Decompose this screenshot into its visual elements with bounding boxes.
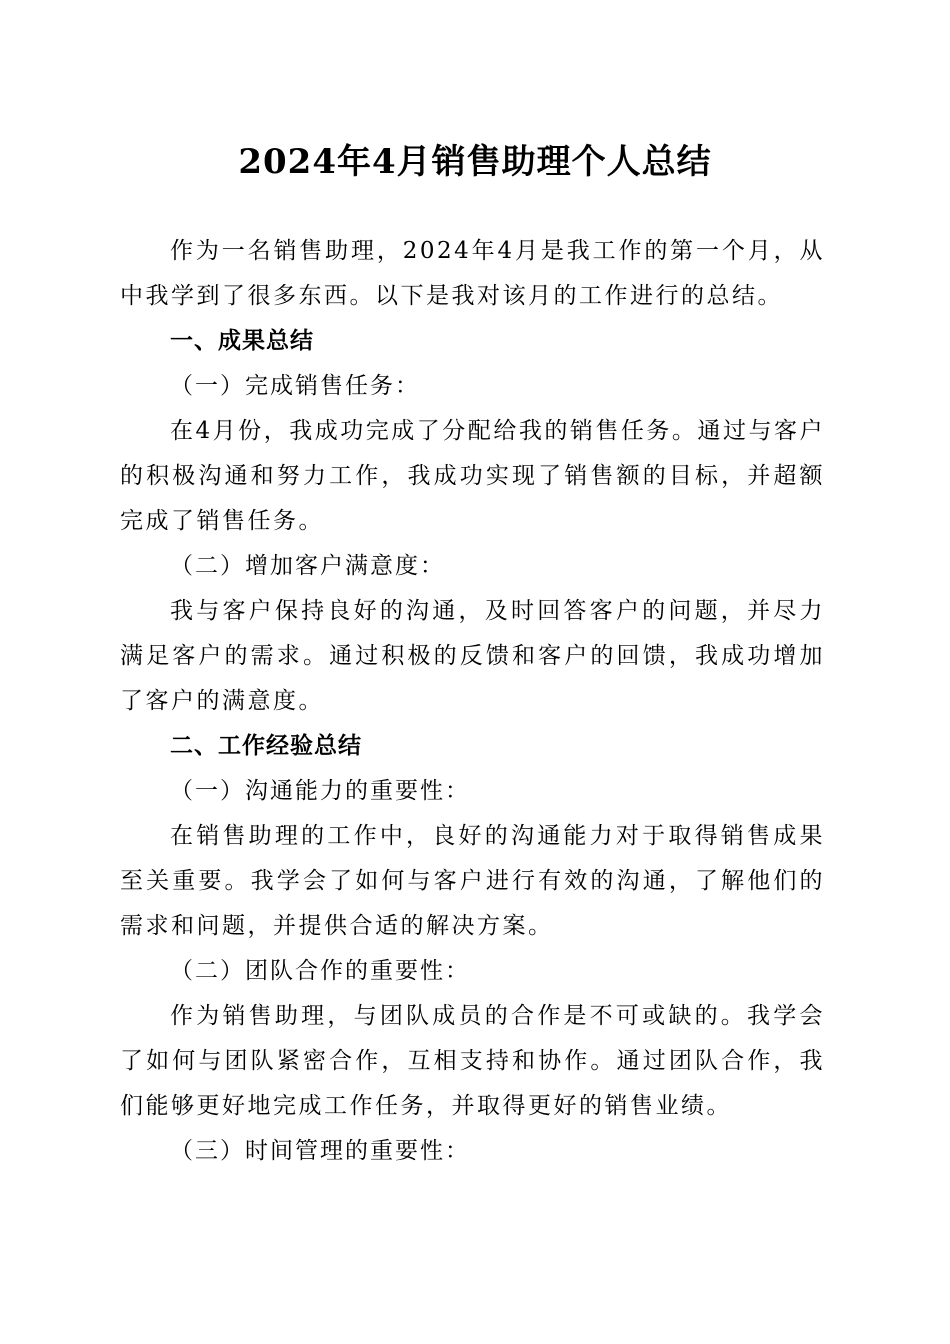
- section-heading: 一、成果总结: [170, 328, 314, 354]
- subsection-heading: （二）增加客户满意度：: [170, 553, 445, 579]
- subsection-paragraph: 在销售助理的工作中，良好的沟通能力对于取得销售成果至关重要。我学会了如何与客户进行有效的沟通，了解他们的需求和问题，并提供合适的解决方案。: [120, 823, 825, 939]
- subsection-heading: （二）团队合作的重要性：: [170, 958, 470, 984]
- subsection-paragraph: 在4月份，我成功完成了分配给我的销售任务。通过与客户的积极沟通和努力工作，我成功实现了销售额的目标，并超额完成了销售任务。: [120, 418, 825, 534]
- section-heading: 二、工作经验总结: [170, 733, 362, 759]
- subsection-paragraph: 作为销售助理，与团队成员的合作是不可或缺的。我学会了如何与团队紧密合作，互相支持和协作。通过团队合作，我们能够更好地完成工作任务，并取得更好的销售业绩。: [120, 1003, 825, 1119]
- section-experience: [120, 724, 825, 1174]
- intro-paragraph: 作为一名销售助理，2024年4月是我工作的第一个月，从中我学到了很多东西。以下是我对该月的工作进行的总结。: [120, 238, 825, 309]
- subsection-heading: （三）时间管理的重要性：: [170, 1138, 470, 1164]
- section-results: [120, 319, 825, 724]
- document-title: 2024年4月销售助理个人总结: [238, 142, 712, 182]
- document-body: [120, 229, 825, 1174]
- subsection-paragraph: 我与客户保持良好的沟通，及时回答客户的问题，并尽力满足客户的需求。通过积极的反馈和客户的回馈，我成功增加了客户的满意度。: [120, 598, 825, 714]
- subsection-heading: （一）沟通能力的重要性：: [170, 778, 470, 804]
- subsection-heading: （一）完成销售任务：: [170, 373, 420, 399]
